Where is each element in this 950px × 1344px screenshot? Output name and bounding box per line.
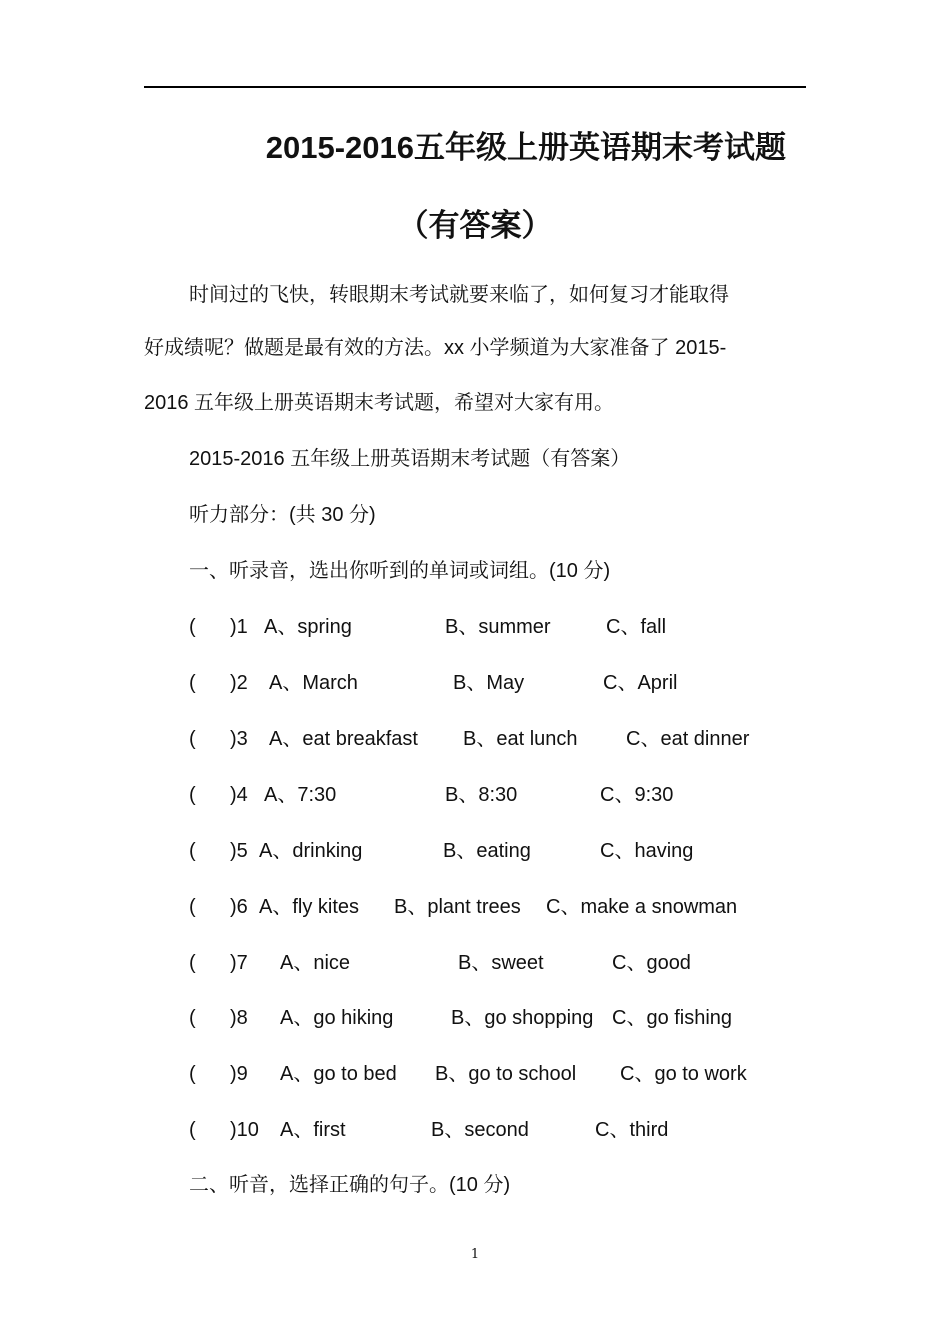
- option-b: B、go shopping: [451, 1007, 594, 1029]
- option-c: C、April: [603, 672, 678, 694]
- question-number: )9: [230, 1063, 248, 1085]
- subtitle: 2015-2016 五年级上册英语期末考试题（有答案）: [189, 448, 631, 470]
- option-a: A、go hiking: [280, 1007, 394, 1029]
- intro-line-1: 时间过的飞快，转眼期末考试就要来临了，如何复习才能取得: [189, 284, 729, 306]
- answer-paren: (: [189, 616, 196, 638]
- option-c: C、go fishing: [612, 1007, 733, 1029]
- option-a: A、fly kites: [259, 896, 360, 918]
- page-number: 1: [470, 1247, 480, 1262]
- option-b: B、eating: [443, 840, 531, 862]
- option-b: B、May: [453, 672, 525, 694]
- question-number: )6: [230, 896, 248, 918]
- answer-paren: (: [189, 952, 196, 974]
- header-rule: [144, 86, 806, 88]
- answer-paren: (: [189, 1063, 196, 1085]
- document-title: 2015-2016五年级上册英语期末考试题: [265, 130, 786, 165]
- option-b: B、summer: [445, 616, 551, 638]
- section2-header: 二、听音，选择正确的句子。(10 分): [189, 1174, 511, 1196]
- option-c: C、good: [612, 952, 691, 974]
- option-b: B、eat lunch: [463, 728, 578, 750]
- answer-paren: (: [189, 896, 196, 918]
- option-c: C、fall: [606, 616, 667, 638]
- option-a: A、nice: [280, 952, 351, 974]
- option-c: C、eat dinner: [626, 728, 750, 750]
- question-number: )4: [230, 784, 248, 806]
- option-b: B、second: [431, 1119, 529, 1141]
- question-number: )8: [230, 1007, 248, 1029]
- option-c: C、make a snowman: [546, 896, 738, 918]
- question-number: )5: [230, 840, 248, 862]
- option-b: B、8:30: [445, 784, 518, 806]
- option-c: C、third: [595, 1119, 669, 1141]
- option-c: C、having: [600, 840, 694, 862]
- document-title-suffix: （有答案）: [397, 208, 553, 243]
- option-a: A、7:30: [264, 784, 337, 806]
- option-c: C、9:30: [600, 784, 674, 806]
- option-a: A、spring: [264, 616, 352, 638]
- option-a: A、March: [269, 672, 358, 694]
- section1-header: 一、听录音，选出你听到的单词或词组。(10 分): [189, 560, 611, 582]
- question-number: )3: [230, 728, 248, 750]
- answer-paren: (: [189, 728, 196, 750]
- intro-line-3: 2016 五年级上册英语期末考试题，希望对大家有用。: [144, 392, 615, 414]
- question-number: )10: [230, 1119, 259, 1141]
- answer-paren: (: [189, 840, 196, 862]
- answer-paren: (: [189, 1119, 196, 1141]
- intro-line-2: 好成绩呢？做题是最有效的方法。xx 小学频道为大家准备了 2015-: [144, 337, 727, 359]
- question-number: )7: [230, 952, 248, 974]
- question-number: )2: [230, 672, 248, 694]
- option-c: C、go to work: [620, 1063, 747, 1085]
- option-a: A、go to bed: [280, 1063, 397, 1085]
- answer-paren: (: [189, 1007, 196, 1029]
- option-b: B、sweet: [458, 952, 544, 974]
- option-a: A、eat breakfast: [269, 728, 418, 750]
- option-a: A、drinking: [259, 840, 363, 862]
- option-a: A、first: [280, 1119, 346, 1141]
- answer-paren: (: [189, 672, 196, 694]
- option-b: B、go to school: [435, 1063, 577, 1085]
- option-b: B、plant trees: [394, 896, 521, 918]
- listening-header: 听力部分：(共 30 分): [189, 504, 376, 526]
- answer-paren: (: [189, 784, 196, 806]
- question-number: )1: [230, 616, 248, 638]
